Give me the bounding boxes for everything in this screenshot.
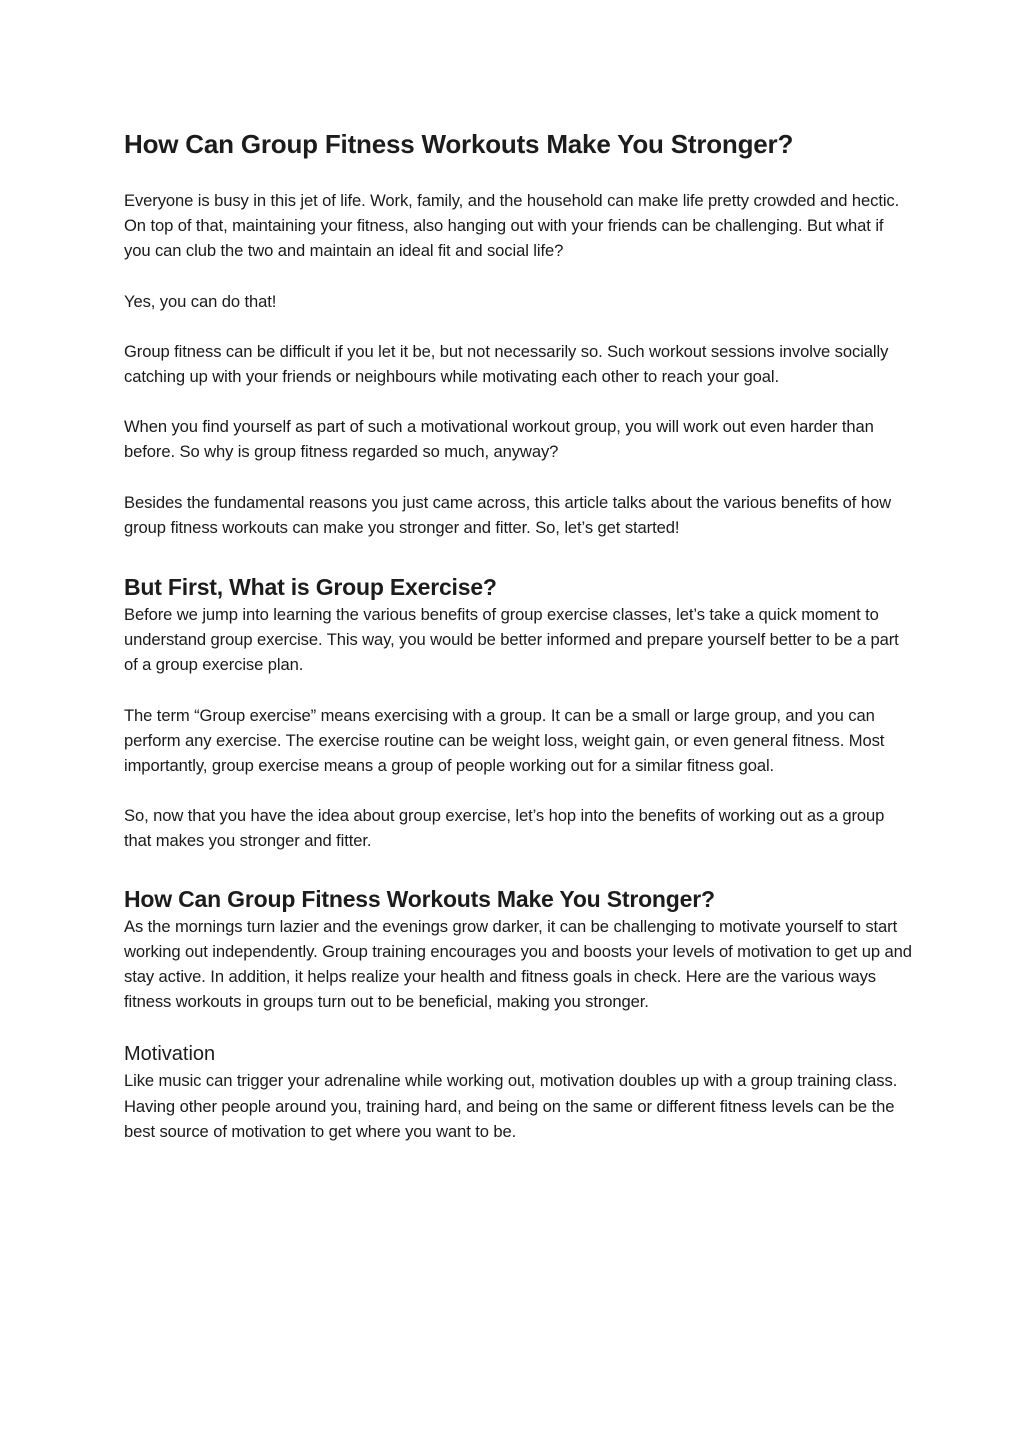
intro-paragraph: Everyone is busy in this jet of life. Work, family, and the household can make life pretty crowded and hectic. On top of that, maintaining your fitness, also hanging out with your friends can be challenging. But what if you can club the two and maintain an ideal fit and social life? (124, 191, 900, 261)
subsection-heading-motivation: Motivation (124, 1043, 216, 1066)
document-page (124, 126, 914, 1144)
page-title: How Can Group Fitness Workouts Make You Stronger? (124, 129, 794, 159)
subsection-paragraph: Like music can trigger your adrenaline while working out, motivation doubles up with a group training class. Having other people around you, training hard, and being on the same or different fitness levels can be the best source of motivation to get where you want to be. (124, 1071, 898, 1141)
intro-paragraph: Yes, you can do that! (124, 291, 277, 311)
section-paragraph: The term “Group exercise” means exercising with a group. It can be a small or large group, and you can perform any exercise. The exercise routine can be weight loss, weight gain, or even general fitness. Most importantly, group exercise means a group of people working out for a similar fitness goal. (124, 705, 885, 776)
intro-paragraph: Group fitness can be difficult if you let it be, but not necessarily so. Such workout sessions involve socially catching up with your friends or neighbours while motivating each other to reach your goal. (124, 341, 889, 387)
section-paragraph: So, now that you have the idea about group exercise, let’s hop into the benefits of working out as a group that makes you stronger and fitter. (124, 806, 885, 851)
subsection-spacer (124, 1014, 914, 1040)
section-heading-stronger: How Can Group Fitness Workouts Make You Stronger? (124, 885, 715, 912)
intro-paragraph: When you find yourself as part of such a motivational workout group, you will work out even harder than before. So why is group fitness regarded so much, anyway? (124, 417, 874, 462)
section-spacer (124, 854, 914, 884)
section-spacer (124, 540, 914, 572)
section-heading-group-exercise: But First, What is Group Exercise? (124, 574, 497, 601)
intro-paragraph: Besides the fundamental reasons you just came across, this article talks about the various benefits of how group fitness workouts can make you stronger and fitter. So, let’s get started! (124, 492, 891, 537)
section-paragraph: Before we jump into learning the various benefits of group exercise classes, let’s take a quick moment to understand group exercise. This way, you would be better informed and prepare yourself better to be a part of a group exercise plan. (124, 605, 899, 675)
section-paragraph: As the mornings turn lazier and the evenings grow darker, it can be challenging to motivate yourself to start working out independently. Group training encourages you and boosts your levels of motivation to get up and stay active. In addition, it helps realize your health and fitness goals in check. Here are the various ways fitness workouts in groups turn out to be beneficial, making you stronger. (124, 916, 912, 1012)
